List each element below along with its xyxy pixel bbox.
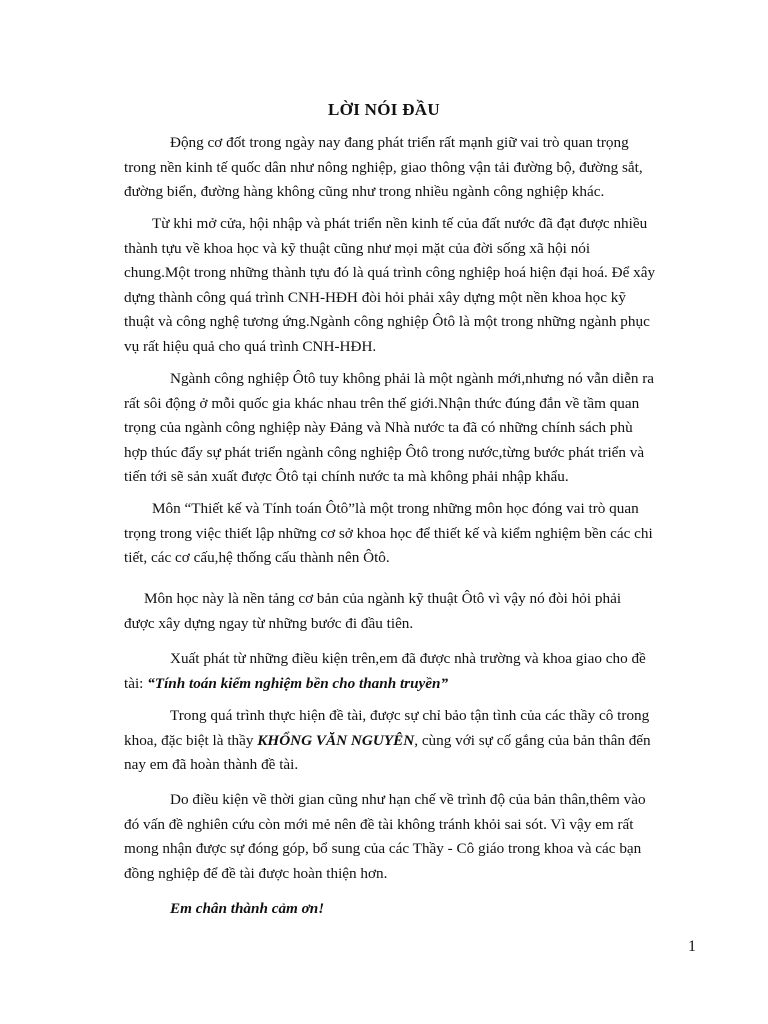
thesis-topic: “Tính toán kiểm nghiệm bền cho thanh truyền”	[147, 674, 449, 692]
paragraph-5	[124, 587, 696, 636]
paragraph-2	[124, 212, 696, 359]
paragraph-1	[124, 131, 696, 205]
paragraph-line: thành tựu về khoa học và kỹ thuật cũng như mọi mặt của đời sống xã hội nói	[124, 239, 591, 257]
paragraph-line: Từ khi mở cửa, hội nhập và phát triển nền kinh tế của đất nước đã đạt được nhiều	[152, 215, 648, 232]
paragraph-line: vụ rất hiệu quả cho quá trình CNH-HĐH.	[124, 337, 377, 355]
advisor-name: KHỔNG VĂN NGUYÊN	[257, 731, 415, 749]
paragraph-line: Xuất phát từ những điều kiện trên,em đã được nhà trường và khoa giao cho đề	[170, 650, 646, 667]
page-title: LỜI NÓI ĐẦU	[328, 100, 440, 119]
paragraph-line: Môn học này là nền tảng cơ bản của ngành kỹ thuật Ôtô vì vậy nó đòi hỏi phải	[144, 590, 622, 607]
closing-paragraph	[124, 897, 696, 922]
paragraph-line: trọng trong việc thiết lập những cơ sở khoa học để thiết kế và kiểm nghiệm bền các chi	[124, 524, 653, 542]
paragraph-line: tiến tới sẽ sản xuất được Ôtô tại chính nước ta mà không phải nhập khẩu.	[124, 468, 569, 485]
paragraph-line: trong nền kinh tế quốc dân như nông nghiệp, giao thông vận tải đường bộ, đường sắt,	[124, 158, 643, 176]
paragraph-line: tiết, các cơ cấu,hệ thống cấu thành nên Ôtô.	[124, 549, 390, 566]
paragraph-4	[124, 497, 696, 571]
paragraph-line: Động cơ đốt trong ngày nay đang phát triển rất mạnh giữ vai trò quan trọng	[170, 134, 629, 151]
closing-thanks: Em chân thành cảm ơn!	[170, 900, 325, 917]
paragraph-line: rất sôi động ở mỗi quốc gia khác nhau trên thế giới.Nhận thức đúng đắn về tầm quan	[124, 394, 640, 412]
paragraph-line: trọng của ngành công nghiệp này Đảng và Nhà nước ta đã có những chính sách phù	[124, 419, 633, 436]
paragraph-line: Trong quá trình thực hiện đề tài, được sự chỉ bảo tận tình của các thầy cô trong	[170, 707, 650, 724]
paragraph-line: Do điều kiện về thời gian cũng như hạn chế về trình độ của bản thân,thêm vào	[170, 791, 646, 808]
paragraph-7	[124, 704, 696, 778]
paragraph-line: hợp thúc đẩy sự phát triển ngành công nghiệp Ôtô trong nước,từng bước phát triển và	[124, 443, 645, 461]
paragraph-line: được xây dựng ngay từ những bước đi đầu tiên.	[124, 614, 414, 632]
paragraph-line: đồng nghiệp để đề tài được hoàn thiện hơn.	[124, 864, 388, 882]
advisor-prefix: khoa, đặc biệt là thầy	[124, 731, 258, 749]
paragraph-line: dựng thành công quá trình CNH-HĐH đòi hỏi phải xây dựng một nền khoa học kỹ	[124, 288, 626, 306]
page-number: 1	[688, 938, 696, 955]
advisor-suffix: , cùng với sự cố gắng của bản thân đến	[414, 731, 651, 749]
paragraph-line: mong nhận được sự đóng góp, bổ sung của các Thầy - Cô giáo trong khoa và các bạn	[124, 840, 642, 857]
paragraph-6	[124, 647, 696, 696]
paragraph-8	[124, 788, 696, 886]
paragraph-line: nay em đã hoàn thành đề tài.	[124, 756, 299, 773]
paragraph-3	[124, 367, 696, 490]
paragraph-line: Môn “Thiết kế và Tính toán Ôtô”là một trong những môn học đóng vai trò quan	[152, 500, 639, 517]
paragraph-line: thuật và công nghệ tương ứng.Ngành công nghiệp Ôtô là một trong những ngành phục	[124, 313, 650, 330]
paragraph-line	[124, 729, 696, 754]
paragraph-line: đường biển, đường hàng không cũng như trong nhiều ngành công nghiệp khác.	[124, 183, 605, 200]
paragraph-line: đó vấn đề nghiên cứu còn mới mẻ nên đề tài không tránh khỏi sai sót. Vì vậy em rất	[124, 815, 634, 833]
topic-prefix: tài:	[124, 674, 148, 692]
paragraph-line: Ngành công nghiệp Ôtô tuy không phải là một ngành mới,nhưng nó vẫn diễn ra	[170, 370, 655, 387]
paragraph-line: chung.Một trong những thành tựu đó là quá trình công nghiệp hoá hiện đại hoá. Để xây	[124, 264, 656, 281]
paragraph-line	[124, 672, 696, 697]
